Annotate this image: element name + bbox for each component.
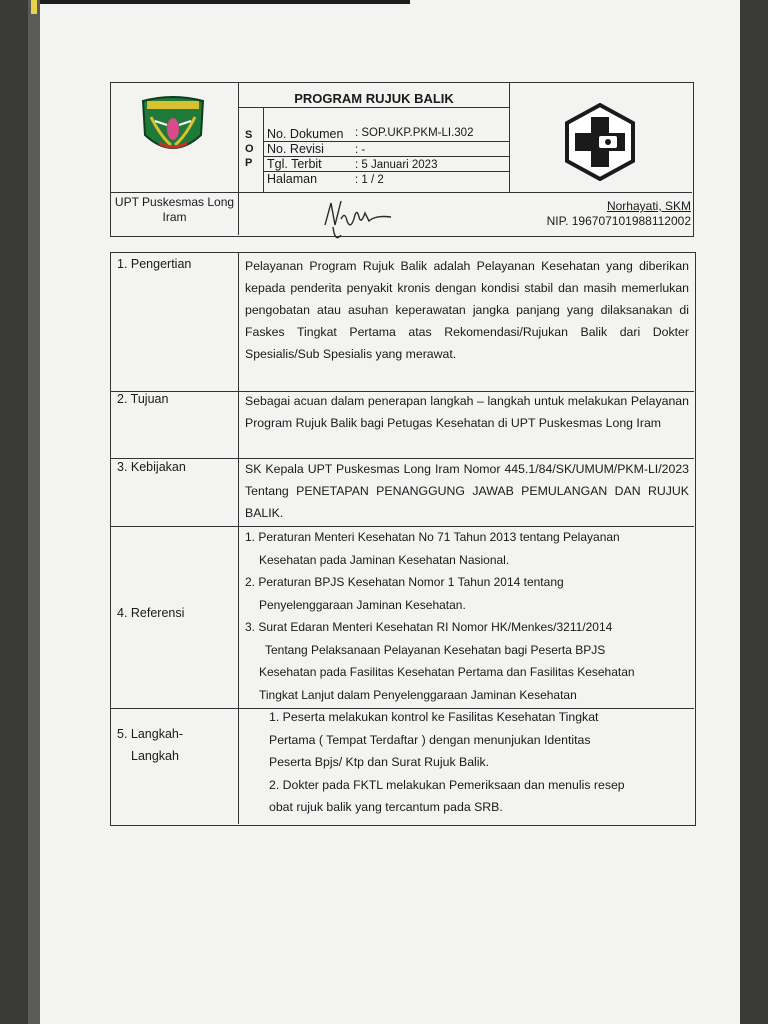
sop-letters: S O P: [245, 129, 254, 169]
list-item: Kesehatan pada Jaminan Kesehatan Nasional.: [259, 552, 510, 567]
list-item: Kesehatan pada Fasilitas Kesehatan Pertama dan Fasilitas Kesehatan: [259, 665, 635, 679]
list-item: Peserta Bpjs/ Ktp dan Surat Rujuk Balik.: [269, 755, 490, 769]
signatory-name: Norhayati, SKM: [606, 199, 691, 213]
section-text-pengertian: Pelayanan Program Rujuk Balik adalah Pelayanan Kesehatan yang diberikan kepada penderita penyakit kronis dengan kondisi stabil dan masih memerlukan pengobatan atau asuhan keperawatan jangka panjang yang dilaksanakan di Faskes Tingkat Pertama atas Rekomendasi/Rujukan Balik dari Dokter Spesialis/Sub Spesialis yang merawat.: [245, 259, 689, 361]
handwritten-signature: [311, 195, 401, 245]
section-label-pengertian: 1. Pengertian: [117, 257, 192, 271]
document-meta: [263, 111, 509, 186]
list-item: Pertama ( Tempat Terdaftar ) dengan menunjukan Identitas: [269, 732, 591, 747]
list-item: 3. Surat Edaran Menteri Kesehatan RI Nomor HK/Menkes/3211/2014: [245, 620, 613, 634]
meta-row-halaman: Halaman : 1 / 2: [267, 172, 384, 186]
scan-corner-mark: [31, 0, 37, 14]
section-label-tujuan: 2. Tujuan: [117, 392, 169, 406]
list-item: 1. Peraturan Menteri Kesehatan No 71 Tahun 2013 tentang Pelayanan: [245, 530, 620, 544]
scan-top-edge: [40, 0, 410, 4]
scan-left-edge: [28, 0, 40, 1024]
meta-row-dokumen: No. Dokumen : SOP.UKP.PKM-LI.302: [263, 111, 509, 142]
puskesmas-logo: [561, 103, 639, 181]
section-list-langkah: [269, 706, 693, 819]
section-label-referensi: 4. Referensi: [117, 606, 185, 620]
list-item: Tingkat Lanjut dalam Penyelenggaraan Jaminan Kesehatan: [259, 687, 577, 702]
section-text-tujuan: Sebagai acuan dalam penerapan langkah – langkah untuk melakukan Pelayanan Program Rujuk Balik bagi Petugas Kesehatan di UPT Puskesmas Long Iram: [245, 394, 689, 430]
sop-header-table: [110, 82, 694, 237]
unit-name: UPT Puskesmas Long Iram: [114, 195, 235, 224]
list-item: Tentang Pelaksanaan Pelayanan Kesehatan bagi Peserta BPJS: [265, 642, 606, 657]
document-title: PROGRAM RUJUK BALIK: [294, 91, 454, 106]
list-item: 1. Peserta melakukan kontrol ke Fasilitas Kesehatan Tingkat: [269, 710, 599, 724]
meta-row-terbit: Tgl. Terbit : 5 Januari 2023: [263, 157, 509, 172]
list-item: 2. Dokter pada FKTL melakukan Pemeriksaan dan menulis resep: [269, 777, 625, 792]
signatory-nip: NIP. 196707101988112002: [546, 214, 691, 228]
section-text-kebijakan: SK Kepala UPT Puskesmas Long Iram Nomor 445.1/84/SK/UMUM/PKM-LI/2023 Tentang PENETAPAN PENANGGUNG JAWAB PEMULANGAN DAN RUJUK BALIK.: [245, 462, 689, 520]
section-label-kebijakan: 3. Kebijakan: [117, 460, 186, 474]
list-item: Penyelenggaraan Jaminan Kesehatan.: [259, 597, 466, 612]
sop-body-table: [110, 252, 696, 826]
list-item: 2. Peraturan BPJS Kesehatan Nomor 1 Tahun 2014 tentang: [245, 575, 564, 589]
regency-emblem-logo: [137, 91, 209, 163]
section-label-langkah: 5. Langkah- Langkah: [117, 727, 184, 763]
section-list-referensi: [245, 526, 693, 706]
meta-row-revisi: No. Revisi : -: [263, 142, 509, 157]
list-item: obat rujuk balik yang tercantum pada SRB.: [269, 800, 503, 814]
